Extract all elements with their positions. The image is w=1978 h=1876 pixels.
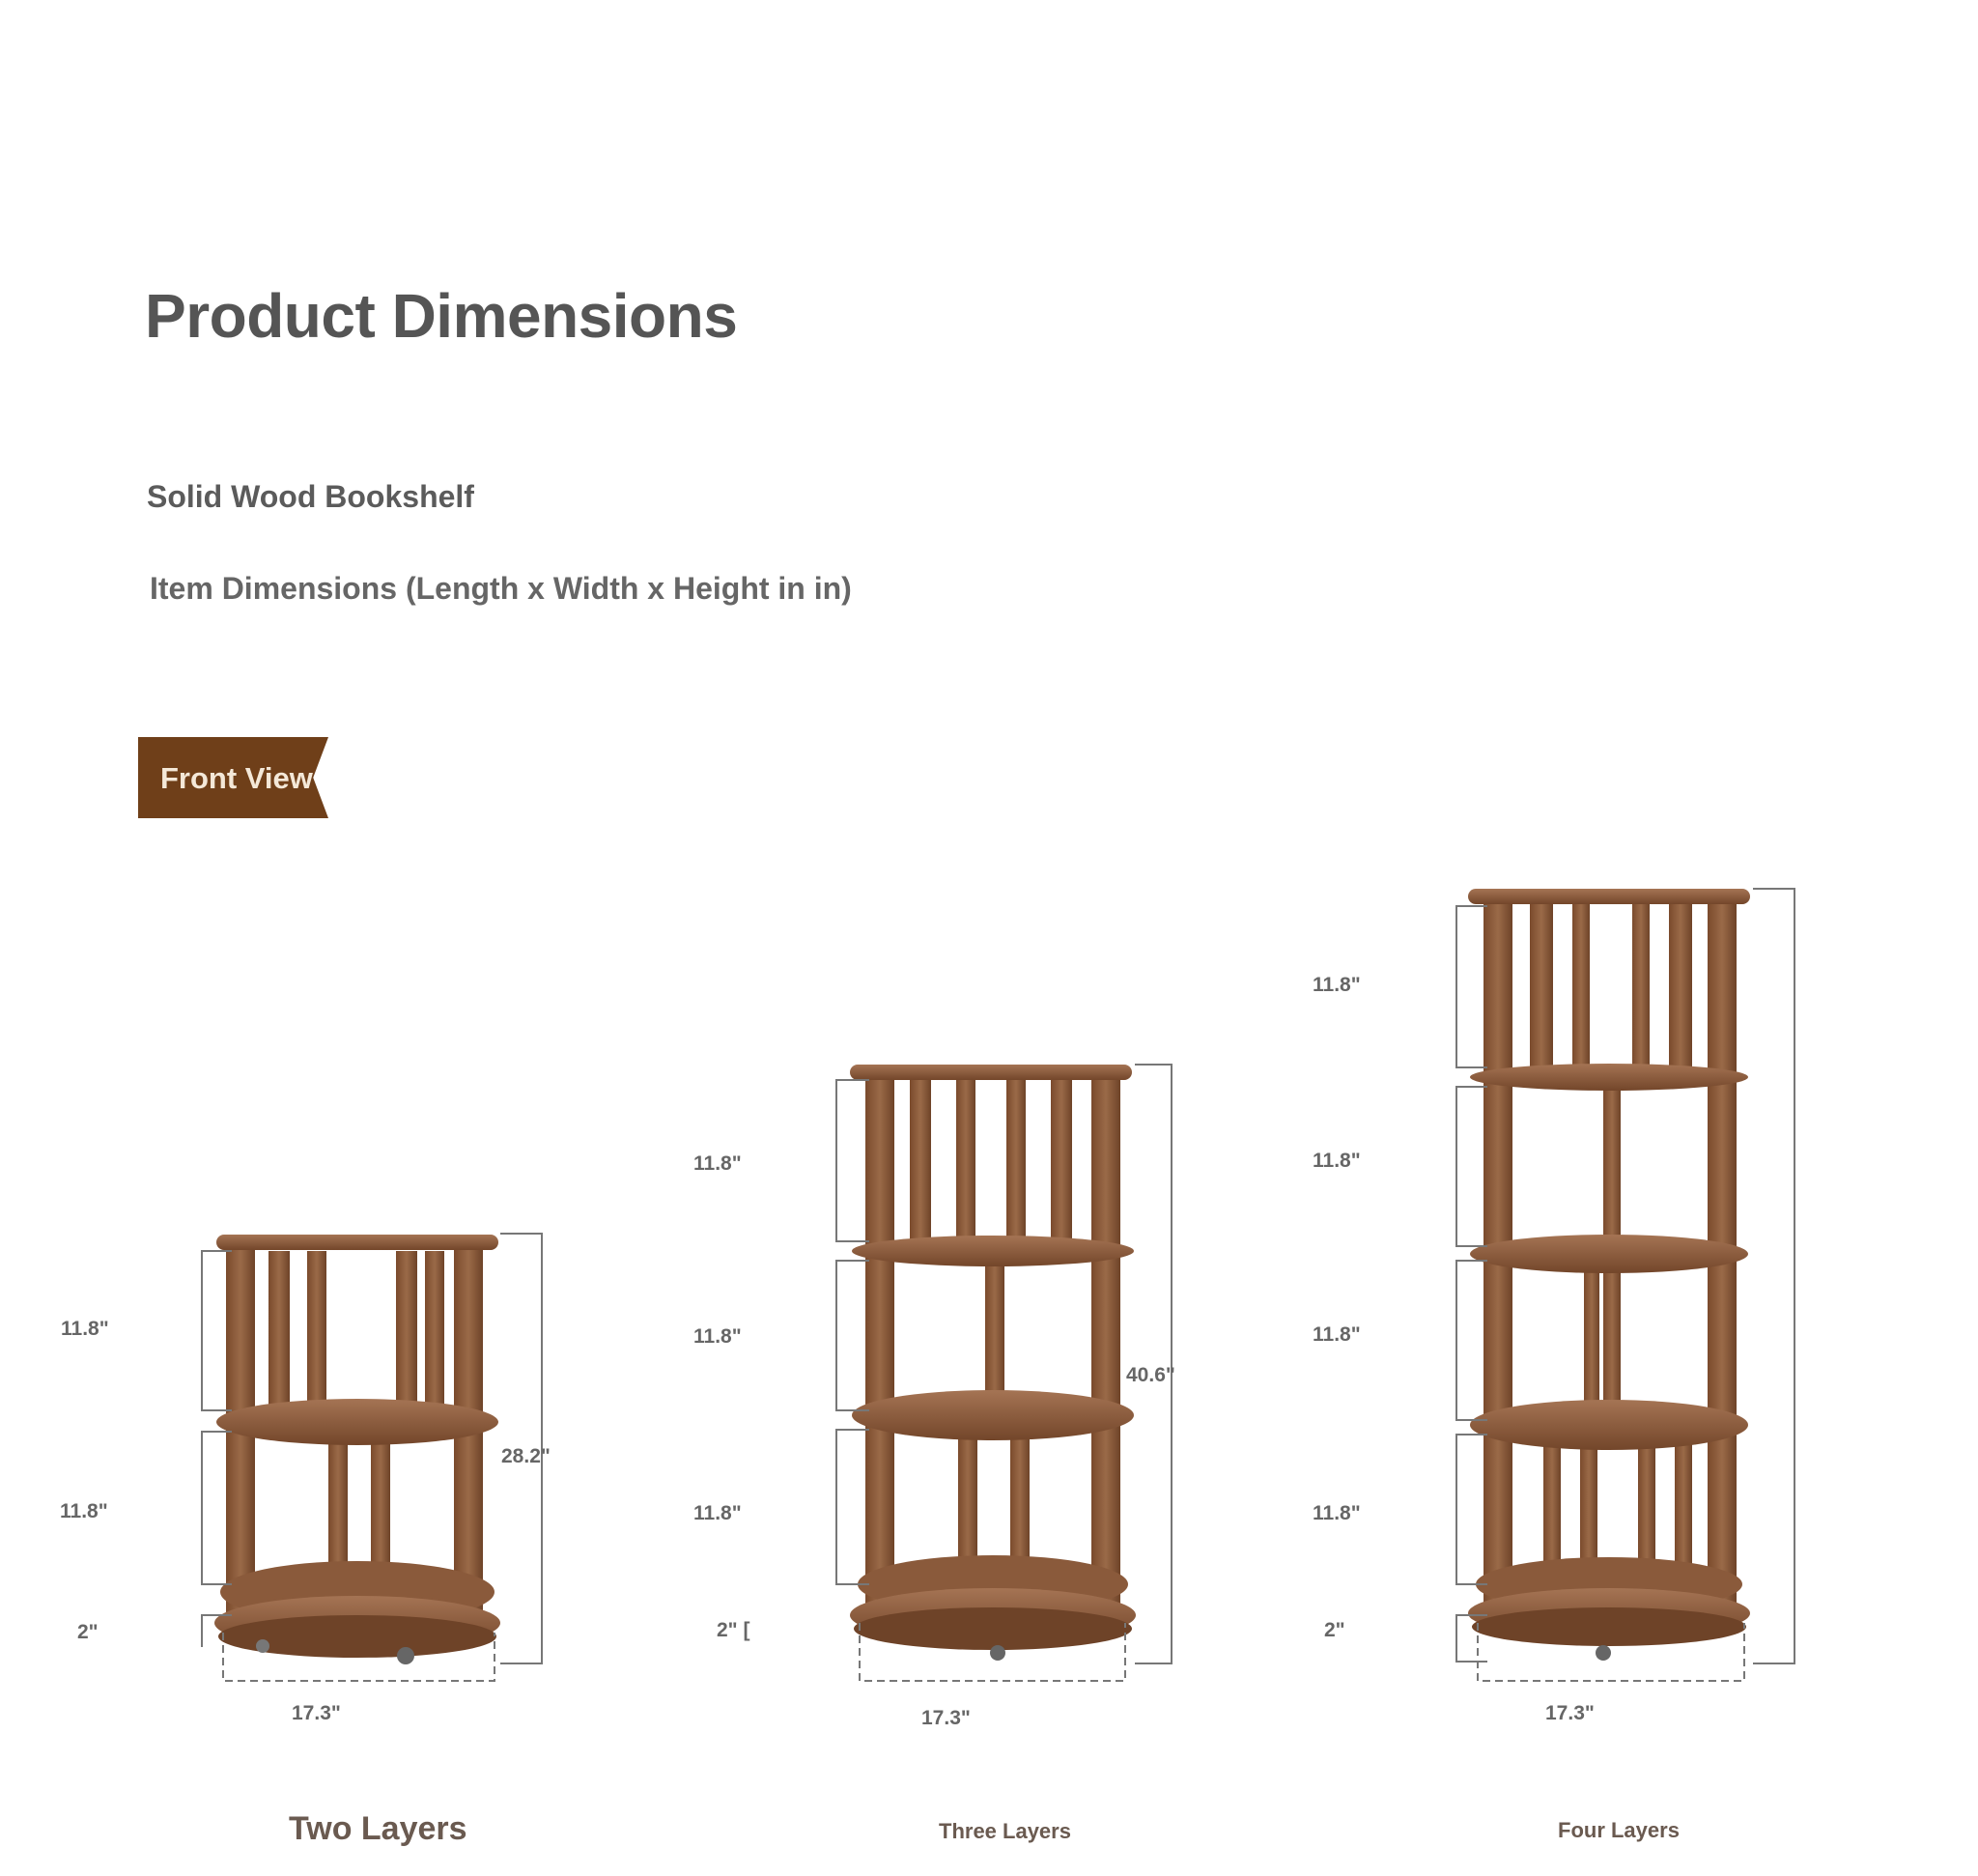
three-layers-width: 17.3" <box>921 1707 971 1729</box>
two-layers-base-height: 2" <box>77 1621 99 1643</box>
page-title: Product Dimensions <box>145 281 738 351</box>
four-layers-width: 17.3" <box>1545 1702 1595 1724</box>
four-layers-caption: Four Layers <box>1558 1818 1680 1842</box>
two-layers-shelf-height-2: 11.8" <box>60 1500 108 1522</box>
four-layers-shelf-height-4: 11.8" <box>1313 1502 1361 1524</box>
three-layers-base-height: 2" [ <box>717 1619 750 1641</box>
four-layers-shelf-height-2: 11.8" <box>1313 1150 1361 1172</box>
two-layers-total-height: 28.2" <box>501 1445 551 1467</box>
product-name: Solid Wood Bookshelf <box>147 479 474 514</box>
three-layers-shelf-height-1: 11.8" <box>693 1152 742 1175</box>
three-layers-shelf-height-3: 11.8" <box>693 1502 742 1524</box>
four-layers-shelf-height-1: 11.8" <box>1313 974 1361 996</box>
three-layers-shelf-height-2: 11.8" <box>693 1325 742 1348</box>
three-layers-caption: Three Layers <box>939 1819 1071 1843</box>
dimension-note: Item Dimensions (Length x Width x Height in in) <box>150 571 852 606</box>
shelf-three-layers <box>836 1065 1172 1681</box>
four-layers-base-height: 2" <box>1324 1619 1345 1641</box>
front-view-label: Front View <box>160 761 313 795</box>
two-layers-caption: Two Layers <box>289 1810 467 1847</box>
shelf-two-layers <box>202 1234 542 1681</box>
shelf-four-layers <box>1456 889 1794 1681</box>
two-layers-shelf-height-1: 11.8" <box>61 1318 109 1340</box>
three-layers-total-height: 40.6" <box>1126 1364 1175 1386</box>
two-layers-width: 17.3" <box>292 1702 341 1724</box>
four-layers-shelf-height-3: 11.8" <box>1313 1323 1361 1346</box>
